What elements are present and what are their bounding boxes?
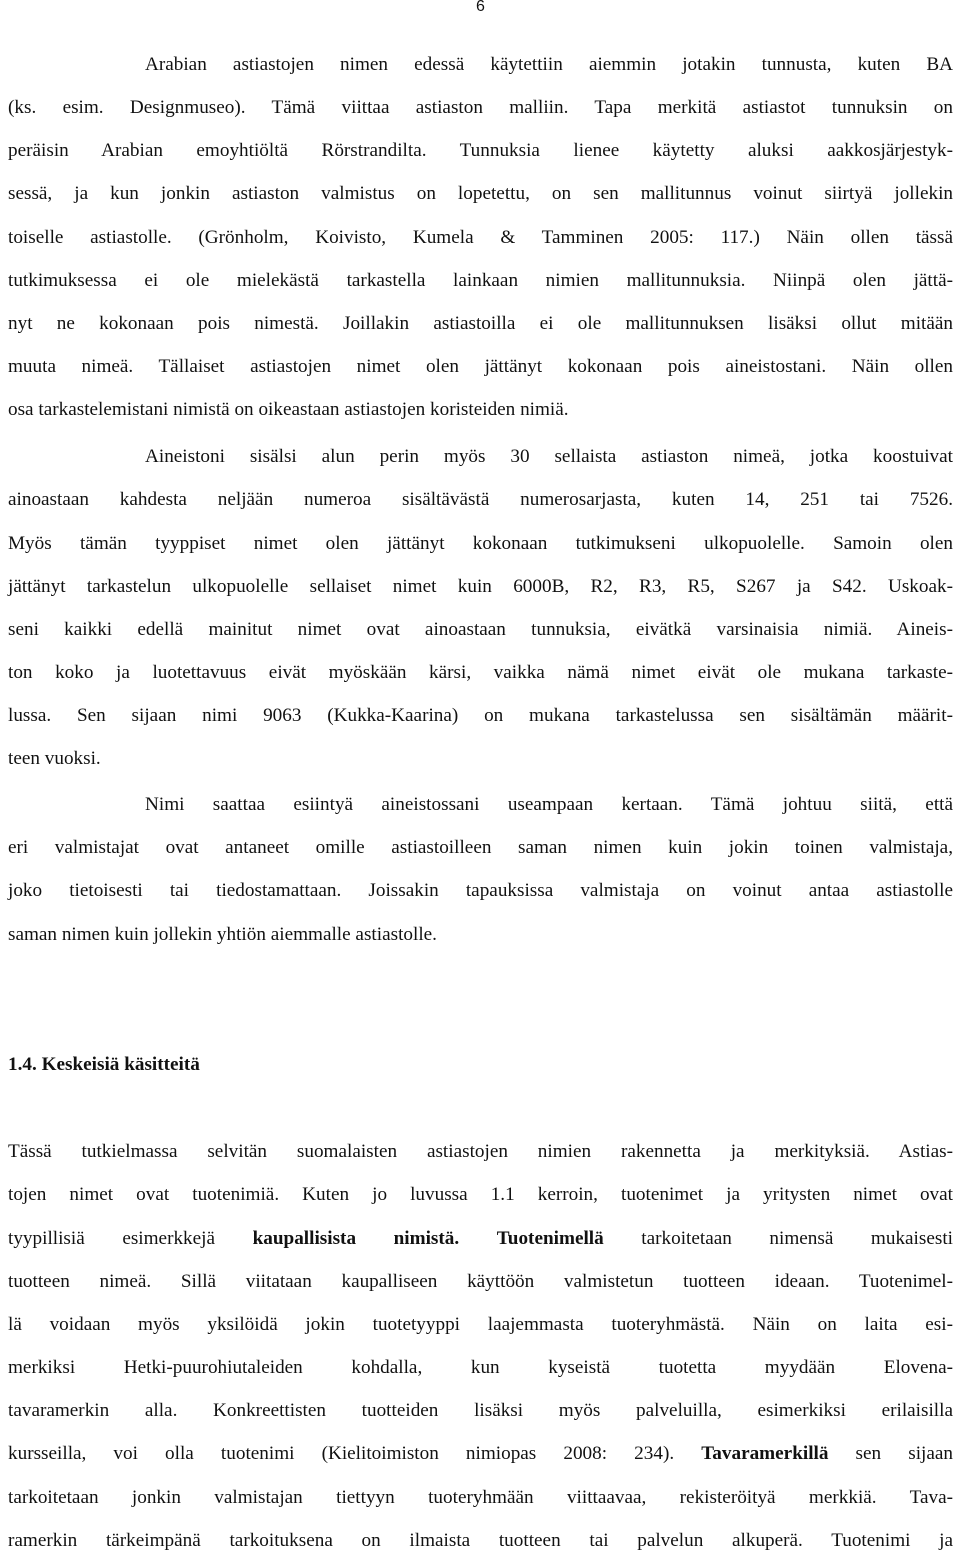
term-trademark: Tavaramerkillä xyxy=(701,1443,829,1464)
text-line: tavaramerkin alla. Konkreettisten tuotteiden lisäksi myös palveluilla, esimerkiksi erilaisilla xyxy=(8,1400,953,1421)
text-line: Myös tämän tyyppiset nimet olen jättänyt kokonaan tutkimukseni ulkopuolelle. Samoin olen xyxy=(8,533,953,554)
text-line: osa tarkastelemistani nimistä on oikeastaan astiastojen koristeiden nimiä. xyxy=(8,399,569,420)
section-number: 1.4. xyxy=(8,1054,37,1075)
term-commercial-names: kaupallisista nimistä. xyxy=(252,1228,460,1249)
text-line: tutkimuksessa ei ole mielekästä tarkastella lainkaan nimien mallitunnuksia. Niinpä olen jättä- xyxy=(8,270,953,291)
text-line xyxy=(8,1441,953,1467)
text-line: Arabian astiastojen nimen edessä käytettiin aiemmin jotakin tunnusta, kuten BA xyxy=(145,54,953,75)
text-line: lussa. Sen sijaan nimi 9063 (Kukka-Kaarina) on mukana tarkastelussa sen sisältämän määrit- xyxy=(8,705,953,726)
text-run: tyypillisiä esimerkkejä xyxy=(8,1228,253,1249)
text-run: sen sijaan xyxy=(828,1443,953,1464)
text-line: tarkoitetaan jonkin valmistajan tiettyyn tuoteryhmään viittaavaa, rekisteröityä merkkiä. Tava- xyxy=(8,1487,953,1508)
text-line: Aineistoni sisälsi alun perin myös 30 sellaista astiaston nimeä, jotka koostuivat xyxy=(145,446,953,467)
text-line: peräisin Arabian emoyhtiöltä Rörstrandilta. Tunnuksia lienee käytetty aluksi aakkosjärjestyk- xyxy=(8,140,953,161)
text-line: saman nimen kuin jollekin yhtiön aiemmalle astiastolle. xyxy=(8,924,437,945)
text-line: ton koko ja luotettavuus eivät myöskään kärsi, vaikka nämä nimet eivät ole mukana tarkaste- xyxy=(8,662,953,683)
section-title: Keskeisiä käsitteitä xyxy=(41,1054,200,1075)
text-run: tarkoitetaan nimensä mukaisesti xyxy=(603,1228,954,1249)
text-run xyxy=(459,1228,497,1249)
text-line: teen vuoksi. xyxy=(8,748,101,769)
term-product-name: Tuotenimellä xyxy=(496,1228,604,1249)
text-line xyxy=(8,1226,953,1252)
text-line: toiselle astiastolle. (Grönholm, Koivisto, Kumela & Tamminen 2005: 117.) Näin ollen tässä xyxy=(8,227,953,248)
text-line: (ks. esim. Designmuseo). Tämä viittaa astiaston malliin. Tapa merkitä astiastot tunnuksin on xyxy=(8,97,953,118)
text-line: tuotteen nimeä. Sillä viitataan kaupalliseen käyttöön valmistetun tuotteen ideaan. Tuotenimel- xyxy=(8,1271,953,1292)
text-line: merkiksi Hetki-puurohiutaleiden kohdalla, kun kyseistä tuotetta myydään Elovena- xyxy=(8,1357,953,1378)
text-line: muuta nimeä. Tällaiset astiastojen nimet olen jättänyt kokonaan pois aineistostani. Näin ollen xyxy=(8,356,953,377)
text-line: ainoastaan kahdesta neljään numeroa sisältävästä numerosarjasta, kuten 14, 251 tai 7526. xyxy=(8,489,953,510)
text-line: joko tietoisesti tai tiedostamattaan. Joissakin tapauksissa valmistaja on voinut antaa astiastolle xyxy=(8,880,953,901)
text-line: Tässä tutkielmassa selvitän suomalaisten astiastojen nimien rakennetta ja merkityksiä. Astias- xyxy=(8,1141,953,1162)
text-line: nyt ne kokonaan pois nimestä. Joillakin astiastoilla ei ole mallitunnuksen lisäksi ollut mitään xyxy=(8,313,953,334)
text-line: eri valmistajat ovat antaneet omille astiastoilleen saman nimen kuin jokin toinen valmistaja, xyxy=(8,837,953,858)
text-line: Nimi saattaa esiintyä aineistossani useampaan kertaan. Tämä johtuu siitä, että xyxy=(145,794,953,815)
text-line: ramerkin tärkeimpänä tarkoituksena on ilmaista tuotteen tai palvelun alkuperä. Tuotenimi ja xyxy=(8,1530,953,1551)
text-line: tojen nimet ovat tuotenimiä. Kuten jo luvussa 1.1 kerroin, tuotenimet ja yritysten nimet ovat xyxy=(8,1184,953,1205)
section-heading xyxy=(8,1052,953,1078)
text-line: lä voidaan myös yksilöidä jokin tuotetyyppi laajemmasta tuoteryhmästä. Näin on laita esi- xyxy=(8,1314,953,1335)
text-line: jättänyt tarkastelun ulkopuolelle sellaiset nimet kuin 6000B, R2, R3, R5, S267 ja S42. Uskoak- xyxy=(8,576,953,597)
text-line: sessä, ja kun jonkin astiaston valmistus on lopetettu, on sen mallitunnus voinut siirtyä jollekin xyxy=(8,183,953,204)
page-number: 6 xyxy=(476,0,485,15)
text-run: kursseilla, voi olla tuotenimi (Kielitoimiston nimiopas 2008: 234). xyxy=(8,1443,702,1464)
text-line: seni kaikki edellä mainitut nimet ovat ainoastaan tunnuksia, eivätkä varsinaisia nimiä. Aineis- xyxy=(8,619,953,640)
